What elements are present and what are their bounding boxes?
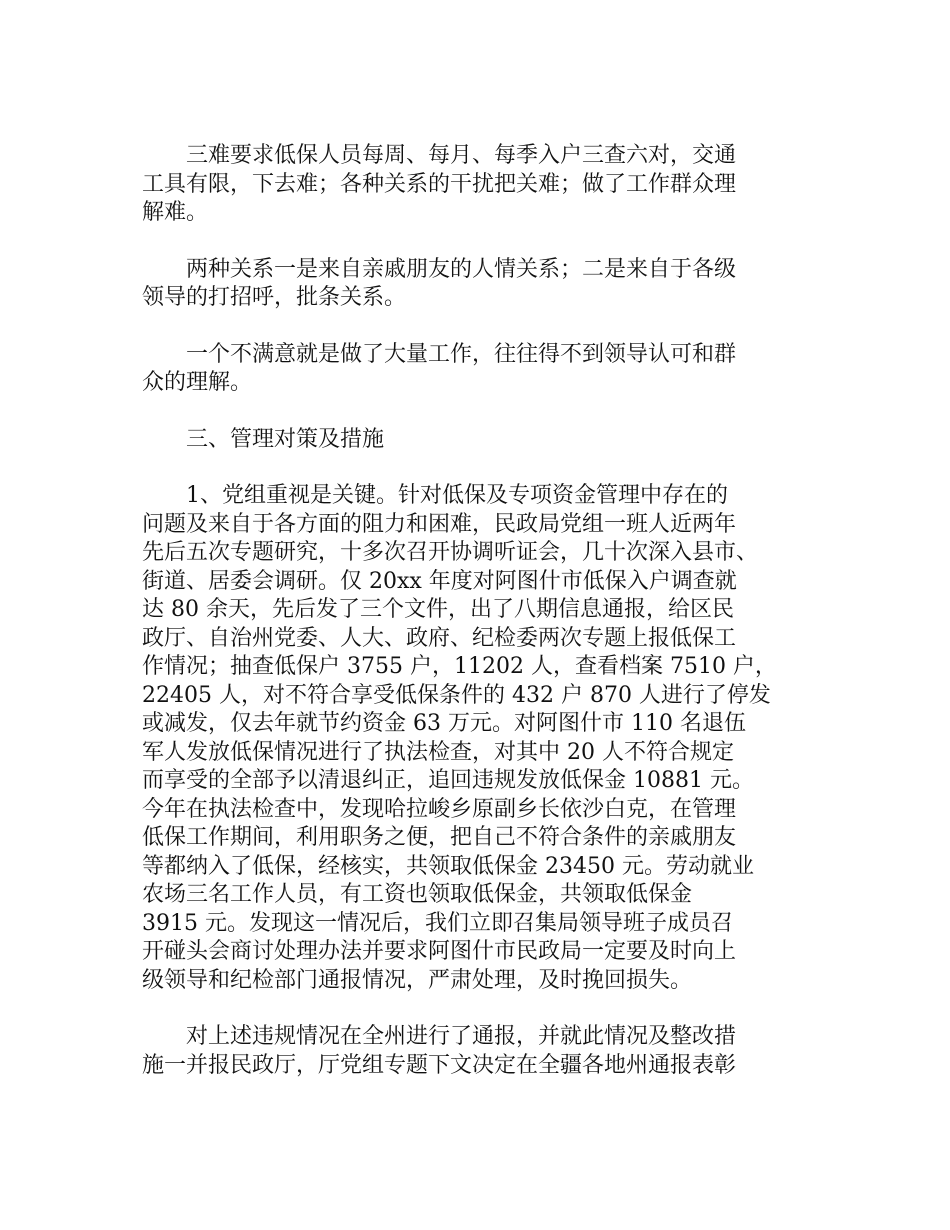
text-line: 解难。 xyxy=(142,200,209,225)
text-line: 1、党组重视是关键。针对低保及专项资金管理中存在的 xyxy=(142,483,728,508)
text-line: 两种关系一是来自亲戚朋友的人情关系；二是来自于各级 xyxy=(142,256,737,282)
text-line: 军人发放低保情况进行了执法检查，对其中 20 人不符合规定 xyxy=(142,739,734,765)
text-line: 街道、居委会调研。仅 20xx 年度对阿图什市低保入户调查就 xyxy=(142,568,737,594)
paragraph xyxy=(142,142,810,228)
paragraph xyxy=(142,256,810,313)
text-line: 一个不满意就是做了大量工作，往往得不到领导认可和群 xyxy=(142,341,737,367)
paragraph xyxy=(142,1023,810,1080)
text-line: 施一并报民政厅，厅党组专题下文决定在全疆各地州通报表彰 xyxy=(142,1052,737,1078)
document-body xyxy=(142,142,810,1108)
text-line: 而享受的全部予以清退纠正，追回违规发放低保金 10881 元。 xyxy=(142,768,754,793)
paragraph xyxy=(142,426,810,455)
text-line: 低保工作期间，利用职务之便，把自己不符合条件的亲戚朋友 xyxy=(142,825,737,850)
text-line: 三难要求低保人员每周、每月、每季入户三查六对，交通 xyxy=(142,143,737,168)
text-line: 政厅、自治州党委、人大、政府、纪检委两次专题上报低保工 xyxy=(142,625,737,651)
text-line: 22405 人，对不符合享受低保条件的 432 户 870 人进行了停发 xyxy=(142,682,771,708)
text-line: 或减发，仅去年就节约资金 63 万元。对阿图什市 110 名退伍 xyxy=(142,711,746,736)
paragraph xyxy=(142,482,810,995)
text-line: 先后五次专题研究，十多次召开协调听证会，几十次深入县市、 xyxy=(142,540,759,565)
text-line: 今年在执法检查中，发现哈拉峻乡原副乡长依沙白克，在管理 xyxy=(142,796,737,822)
text-line: 对上述违规情况在全州进行了通报，并就此情况及整改措 xyxy=(142,1024,737,1049)
paragraph xyxy=(142,341,810,398)
text-line: 众的理解。 xyxy=(142,370,253,395)
text-line: 达 80 余天，先后发了三个文件，出了八期信息通报，给区民 xyxy=(142,597,734,622)
text-line: 级领导和纪检部门通报情况，严肃处理，及时挽回损失。 xyxy=(142,967,693,993)
text-line: 农场三名工作人员，有工资也领取低保金，共领取低保金 xyxy=(142,882,693,907)
text-line: 工具有限，下去难；各种关系的干扰把关难；做了工作群众理 xyxy=(142,171,737,197)
text-line: 三、管理对策及措施 xyxy=(142,426,385,452)
text-line: 开碰头会商讨处理办法并要求阿图什市民政局一定要及时向上 xyxy=(142,939,737,964)
text-line: 3915 元。发现这一情况后，我们立即召集局领导班子成员召 xyxy=(142,910,733,936)
text-line: 作情况；抽查低保户 3755 户，11202 人，查看档案 7510 户， xyxy=(142,654,777,679)
text-line: 等都纳入了低保，经核实，共领取低保金 23450 元。劳动就业 xyxy=(142,853,754,879)
text-line: 领导的打招呼，批条关系。 xyxy=(142,285,407,310)
text-line: 问题及来自于各方面的阻力和困难，民政局党组一班人近两年 xyxy=(142,511,737,537)
